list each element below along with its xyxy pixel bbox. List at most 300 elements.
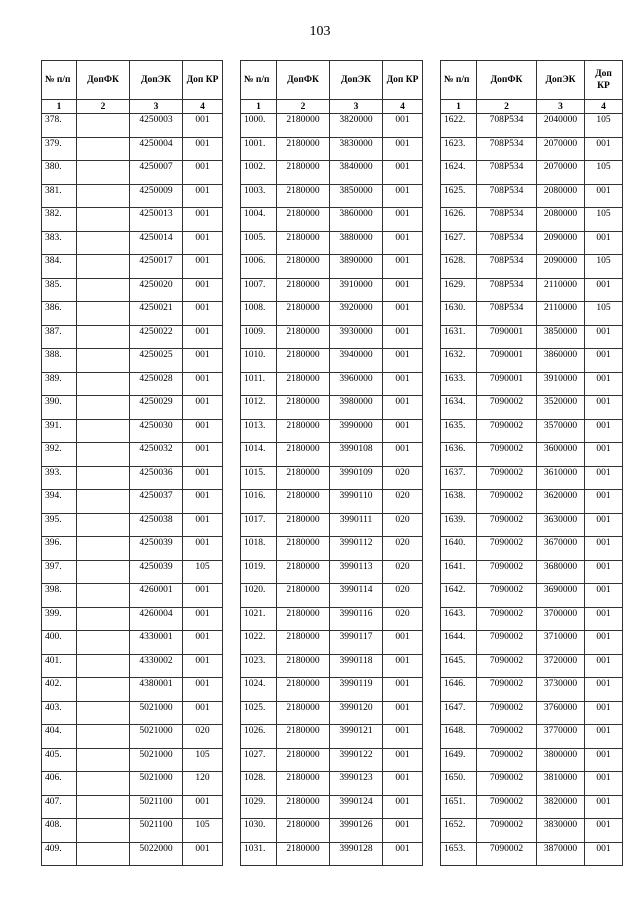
table-cell: 001: [183, 537, 223, 561]
table-row: [441, 443, 623, 467]
table-cell: 2180000: [277, 725, 330, 749]
table-cell: 1653.: [441, 842, 477, 866]
table-cell: 1007.: [241, 278, 277, 302]
table-cell: 020: [383, 584, 423, 608]
table-cell: [77, 184, 130, 208]
table-cell: 1000.: [241, 114, 277, 138]
table-cell: 2180000: [277, 443, 330, 467]
table-cell: 1025.: [241, 701, 277, 725]
table-row: [441, 255, 623, 279]
table-cell: [77, 678, 130, 702]
table-cell: 1637.: [441, 466, 477, 490]
column-number: 3: [130, 100, 183, 114]
table-cell: 1022.: [241, 631, 277, 655]
table-cell: 3990111: [330, 513, 383, 537]
table-cell: 001: [183, 701, 223, 725]
table-cell: 2180000: [277, 278, 330, 302]
table-cell: 1651.: [441, 795, 477, 819]
table-cell: 3910000: [330, 278, 383, 302]
table-cell: 388.: [42, 349, 77, 373]
header-row: [241, 61, 423, 100]
table-cell: 105: [585, 255, 623, 279]
table-row: [241, 231, 423, 255]
table-row: [241, 302, 423, 326]
table-cell: 4250020: [130, 278, 183, 302]
table-cell: 105: [183, 748, 223, 772]
column-number: 1: [241, 100, 277, 114]
table-row: [42, 231, 223, 255]
table-cell: 020: [383, 513, 423, 537]
table-cell: 708P534: [477, 255, 537, 279]
table-row: [241, 678, 423, 702]
table-row: [241, 325, 423, 349]
table-cell: 5021000: [130, 701, 183, 725]
table-cell: 3990123: [330, 772, 383, 796]
column-number: 1: [42, 100, 77, 114]
table-cell: 3710000: [537, 631, 585, 655]
table-cell: [77, 701, 130, 725]
table-cell: 3990122: [330, 748, 383, 772]
table-cell: 4330001: [130, 631, 183, 655]
table-cell: 1646.: [441, 678, 477, 702]
table-cell: 3990124: [330, 795, 383, 819]
table-cell: 1626.: [441, 208, 477, 232]
table-cell: 1006.: [241, 255, 277, 279]
table-cell: 4250037: [130, 490, 183, 514]
table-cell: 1008.: [241, 302, 277, 326]
table-cell: 7090002: [477, 678, 537, 702]
table-cell: 020: [183, 725, 223, 749]
table-cell: 4260001: [130, 584, 183, 608]
table-cell: [77, 819, 130, 843]
table-cell: 1632.: [441, 349, 477, 373]
table-cell: 408.: [42, 819, 77, 843]
table-cell: 1623.: [441, 137, 477, 161]
table-cell: 001: [585, 419, 623, 443]
table-row: [441, 372, 623, 396]
table-cell: 001: [383, 819, 423, 843]
table-cell: 4250039: [130, 560, 183, 584]
table-cell: 4260004: [130, 607, 183, 631]
table-cell: 001: [383, 278, 423, 302]
column-number: 4: [383, 100, 423, 114]
table-cell: 001: [183, 208, 223, 232]
table-cell: 1633.: [441, 372, 477, 396]
table-cell: 380.: [42, 161, 77, 185]
table-cell: 3670000: [537, 537, 585, 561]
table-cell: 2180000: [277, 466, 330, 490]
table-cell: 3930000: [330, 325, 383, 349]
table-cell: 3730000: [537, 678, 585, 702]
table-cell: 001: [383, 325, 423, 349]
table-cell: 409.: [42, 842, 77, 866]
table-row: [241, 161, 423, 185]
table-cell: 395.: [42, 513, 77, 537]
table-row: [241, 349, 423, 373]
table-cell: 2080000: [537, 208, 585, 232]
table-cell: 1635.: [441, 419, 477, 443]
table-cell: 3890000: [330, 255, 383, 279]
table-row: [42, 513, 223, 537]
table-row: [42, 466, 223, 490]
table-cell: 378.: [42, 114, 77, 138]
table-cell: 7090002: [477, 537, 537, 561]
table-row: [241, 772, 423, 796]
table-cell: 001: [383, 678, 423, 702]
table-row: [441, 419, 623, 443]
table-cell: 384.: [42, 255, 77, 279]
table-row: [441, 607, 623, 631]
table-row: [441, 184, 623, 208]
table-cell: 405.: [42, 748, 77, 772]
table-cell: 386.: [42, 302, 77, 326]
table-cell: 3960000: [330, 372, 383, 396]
table-cell: 7090001: [477, 349, 537, 373]
table-cell: 001: [383, 349, 423, 373]
table-cell: 383.: [42, 231, 77, 255]
table-cell: 3610000: [537, 466, 585, 490]
table-row: [241, 537, 423, 561]
table-cell: 3630000: [537, 513, 585, 537]
table-cell: 001: [585, 631, 623, 655]
table-cell: [77, 631, 130, 655]
table-cell: [77, 325, 130, 349]
table-cell: 001: [585, 795, 623, 819]
table-row: [42, 725, 223, 749]
table-cell: 001: [383, 161, 423, 185]
table-cell: 001: [383, 114, 423, 138]
table-cell: 1023.: [241, 654, 277, 678]
table-cell: 1005.: [241, 231, 277, 255]
table-cell: 120: [183, 772, 223, 796]
table-cell: 3990112: [330, 537, 383, 561]
table-cell: 396.: [42, 537, 77, 561]
table-cell: 7090002: [477, 607, 537, 631]
table-row: [42, 349, 223, 373]
table-row: [441, 819, 623, 843]
table-cell: 4250017: [130, 255, 183, 279]
table-row: [241, 278, 423, 302]
column-number: 3: [330, 100, 383, 114]
table-cell: 7090002: [477, 466, 537, 490]
table-cell: 3770000: [537, 725, 585, 749]
table-cell: [77, 795, 130, 819]
table-cell: 2180000: [277, 654, 330, 678]
table-cell: 3990128: [330, 842, 383, 866]
table-row: [42, 584, 223, 608]
table-cell: 4250029: [130, 396, 183, 420]
table-cell: 4250028: [130, 372, 183, 396]
table-cell: 3820000: [537, 795, 585, 819]
table-cell: 001: [183, 372, 223, 396]
column-header: Доп КР: [383, 61, 423, 100]
column-number-row: [241, 100, 423, 114]
table-cell: 379.: [42, 137, 77, 161]
table-cell: 1641.: [441, 560, 477, 584]
table-cell: 001: [383, 419, 423, 443]
table-cell: 001: [383, 701, 423, 725]
table-cell: 001: [383, 208, 423, 232]
table-cell: 001: [585, 349, 623, 373]
table-cell: 394.: [42, 490, 77, 514]
table-cell: 708P534: [477, 231, 537, 255]
table-row: [441, 161, 623, 185]
table-cell: 1640.: [441, 537, 477, 561]
table-row: [42, 114, 223, 138]
table-cell: 398.: [42, 584, 77, 608]
table-cell: 2180000: [277, 584, 330, 608]
table-cell: [77, 161, 130, 185]
table-row: [42, 490, 223, 514]
table-row: [441, 114, 623, 138]
table-cell: 3820000: [330, 114, 383, 138]
table-row: [241, 654, 423, 678]
table-cell: 397.: [42, 560, 77, 584]
table-cell: 4250021: [130, 302, 183, 326]
table-cell: 1028.: [241, 772, 277, 796]
table-cell: 020: [383, 466, 423, 490]
column-number: 2: [277, 100, 330, 114]
table-cell: 392.: [42, 443, 77, 467]
table-cell: 3830000: [330, 137, 383, 161]
table-cell: 105: [585, 161, 623, 185]
table-row: [42, 772, 223, 796]
table-cell: 1018.: [241, 537, 277, 561]
table-cell: 001: [183, 302, 223, 326]
table-row: [441, 349, 623, 373]
table-cell: [77, 114, 130, 138]
table-cell: 2180000: [277, 255, 330, 279]
table-cell: 3910000: [537, 372, 585, 396]
table-cell: [77, 725, 130, 749]
table-cell: 3850000: [330, 184, 383, 208]
table-row: [241, 137, 423, 161]
table-cell: 001: [383, 302, 423, 326]
table-cell: 4250009: [130, 184, 183, 208]
table-row: [42, 396, 223, 420]
table-row: [241, 184, 423, 208]
table-cell: 001: [183, 842, 223, 866]
table-cell: 2180000: [277, 231, 330, 255]
table-cell: [77, 842, 130, 866]
table-cell: 7090002: [477, 701, 537, 725]
table-row: [42, 607, 223, 631]
table-cell: 1026.: [241, 725, 277, 749]
table-cell: 387.: [42, 325, 77, 349]
table-cell: 3990114: [330, 584, 383, 608]
column-number-row: [441, 100, 623, 114]
table-cell: 1624.: [441, 161, 477, 185]
table-cell: 403.: [42, 701, 77, 725]
table-cell: [77, 654, 130, 678]
table-cell: 4250039: [130, 537, 183, 561]
table-cell: 385.: [42, 278, 77, 302]
table-cell: 001: [183, 678, 223, 702]
table-cell: [77, 396, 130, 420]
table-cell: 1015.: [241, 466, 277, 490]
table-cell: 2180000: [277, 349, 330, 373]
table-cell: 1645.: [441, 654, 477, 678]
table-cell: 1643.: [441, 607, 477, 631]
table-row: [241, 396, 423, 420]
table-row: [441, 537, 623, 561]
table-cell: 001: [183, 255, 223, 279]
table-cell: 3860000: [330, 208, 383, 232]
table-cell: 2180000: [277, 631, 330, 655]
table-cell: [77, 278, 130, 302]
table-cell: 1019.: [241, 560, 277, 584]
table-cell: [77, 490, 130, 514]
table-cell: 7090002: [477, 748, 537, 772]
table-cell: 105: [183, 819, 223, 843]
table-row: [42, 208, 223, 232]
table-cell: 390.: [42, 396, 77, 420]
table-cell: [77, 513, 130, 537]
table-cell: 001: [585, 607, 623, 631]
table-row: [441, 137, 623, 161]
table-cell: 1017.: [241, 513, 277, 537]
table-cell: 406.: [42, 772, 77, 796]
table-row: [441, 278, 623, 302]
table-cell: [77, 772, 130, 796]
table-cell: 001: [183, 466, 223, 490]
column-number: 1: [441, 100, 477, 114]
table-cell: [77, 607, 130, 631]
table-cell: 1012.: [241, 396, 277, 420]
table-cell: 001: [383, 654, 423, 678]
table-cell: 001: [585, 584, 623, 608]
table-cell: 001: [383, 396, 423, 420]
table-cell: 3990118: [330, 654, 383, 678]
column-header: Доп КР: [183, 61, 223, 100]
table-cell: [77, 231, 130, 255]
table-row: [441, 631, 623, 655]
table-row: [441, 490, 623, 514]
table-cell: 105: [585, 114, 623, 138]
table-cell: 3990126: [330, 819, 383, 843]
table-cell: 3810000: [537, 772, 585, 796]
column-number: 2: [77, 100, 130, 114]
table-cell: 001: [585, 701, 623, 725]
table-cell: 4250025: [130, 349, 183, 373]
table-cell: 105: [183, 560, 223, 584]
table-cell: 2180000: [277, 372, 330, 396]
table-cell: 3840000: [330, 161, 383, 185]
table-cell: 001: [383, 137, 423, 161]
table-cell: 3800000: [537, 748, 585, 772]
table-cell: 2180000: [277, 513, 330, 537]
header-row: [42, 61, 223, 100]
table-cell: [77, 255, 130, 279]
table-cell: 7090002: [477, 443, 537, 467]
table-cell: 2040000: [537, 114, 585, 138]
table-cell: 3720000: [537, 654, 585, 678]
table-cell: 1013.: [241, 419, 277, 443]
table-cell: 7090002: [477, 513, 537, 537]
table-cell: 1003.: [241, 184, 277, 208]
table-cell: 001: [183, 325, 223, 349]
table-cell: 1650.: [441, 772, 477, 796]
table-row: [42, 184, 223, 208]
table-row: [42, 701, 223, 725]
column-header: № п/п: [42, 61, 77, 100]
table-cell: 1634.: [441, 396, 477, 420]
table-cell: 001: [183, 795, 223, 819]
table-cell: 001: [183, 231, 223, 255]
table-row: [42, 302, 223, 326]
table-cell: 001: [585, 325, 623, 349]
table-cell: 3880000: [330, 231, 383, 255]
table-row: [441, 725, 623, 749]
table-row: [241, 701, 423, 725]
table-cell: 4250036: [130, 466, 183, 490]
table-cell: 1011.: [241, 372, 277, 396]
table-cell: 399.: [42, 607, 77, 631]
table-cell: 3850000: [537, 325, 585, 349]
table-cell: 2180000: [277, 490, 330, 514]
table-row: [241, 419, 423, 443]
table-cell: 7090002: [477, 419, 537, 443]
table-cell: 7090002: [477, 631, 537, 655]
table-row: [441, 584, 623, 608]
table-cell: 001: [585, 842, 623, 866]
table-cell: 001: [183, 513, 223, 537]
table-cell: 3990121: [330, 725, 383, 749]
table-cell: 708P534: [477, 137, 537, 161]
table-cell: 2180000: [277, 819, 330, 843]
table-cell: 3680000: [537, 560, 585, 584]
header-row: [441, 61, 623, 100]
table-cell: 7090002: [477, 819, 537, 843]
table-cell: 4250032: [130, 443, 183, 467]
table-cell: 2080000: [537, 184, 585, 208]
table-row: [42, 137, 223, 161]
table-row: [441, 748, 623, 772]
table-cell: 3620000: [537, 490, 585, 514]
table-cell: 001: [183, 349, 223, 373]
table-cell: [77, 537, 130, 561]
table-cell: 4250030: [130, 419, 183, 443]
table-cell: 2180000: [277, 208, 330, 232]
table-cell: 3920000: [330, 302, 383, 326]
table-cell: 708P534: [477, 302, 537, 326]
table-cell: 3570000: [537, 419, 585, 443]
table-cell: 7090002: [477, 842, 537, 866]
table-cell: 3990120: [330, 701, 383, 725]
table-cell: 001: [585, 513, 623, 537]
table-cell: 001: [585, 748, 623, 772]
column-header: ДопФК: [477, 61, 537, 100]
table-row: [241, 842, 423, 866]
table-cell: 3860000: [537, 349, 585, 373]
table-cell: 001: [183, 443, 223, 467]
table-cell: 708P534: [477, 114, 537, 138]
table-row: [42, 631, 223, 655]
table-cell: 1004.: [241, 208, 277, 232]
table-row: [42, 537, 223, 561]
table-row: [441, 842, 623, 866]
column-number: 4: [585, 100, 623, 114]
table-cell: 001: [383, 725, 423, 749]
table-row: [441, 560, 623, 584]
table-cell: 1631.: [441, 325, 477, 349]
table-cell: 2180000: [277, 772, 330, 796]
table-row: [42, 795, 223, 819]
table-cell: 7090002: [477, 795, 537, 819]
code-table-1: [41, 60, 223, 866]
table-cell: 2110000: [537, 278, 585, 302]
table-row: [241, 443, 423, 467]
